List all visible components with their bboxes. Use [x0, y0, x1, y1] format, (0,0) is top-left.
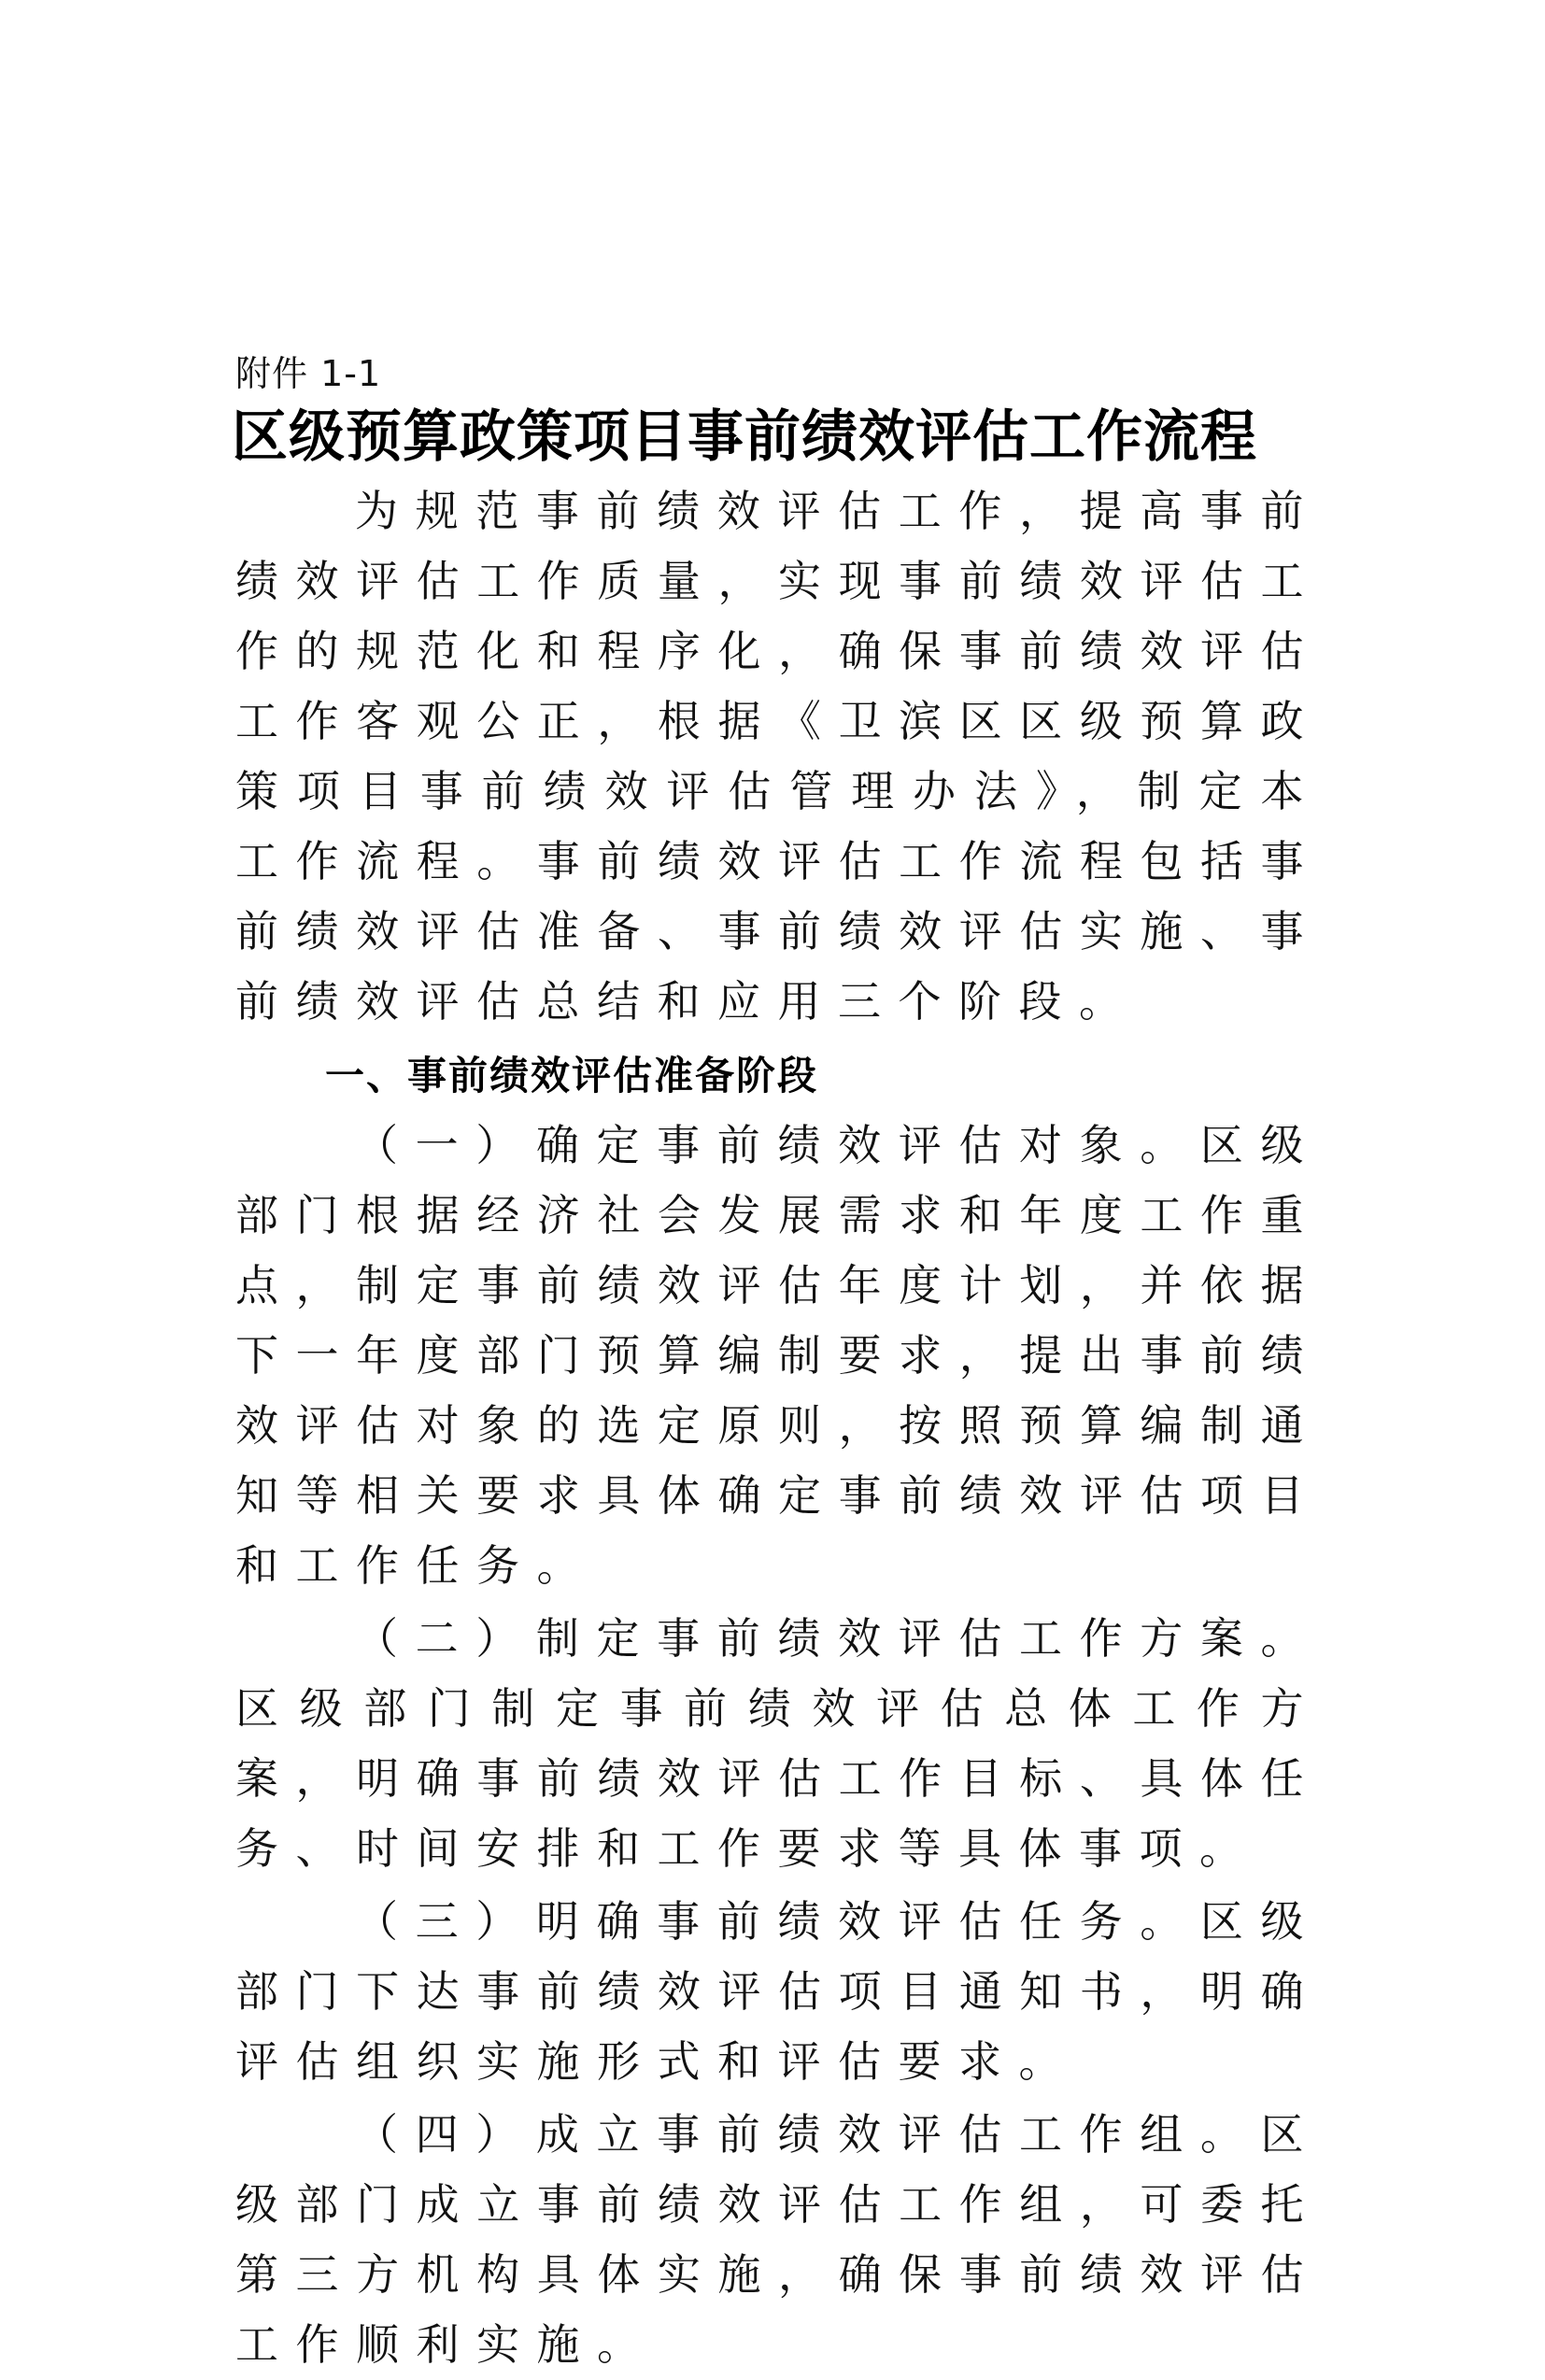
item-formulate-work-plan: （二）制定事前绩效评估工作方案。区级部门制定事前绩效评估总体工作方案，明确事前绩效评估工作目标、具体任务、时间安排和工作要求等具体事项。 — [235, 1613, 1321, 1874]
document-page — [232, 353, 1321, 2380]
item-establish-working-group: （四）成立事前绩效评估工作组。区级部门成立事前绩效评估工作组，可委托第三方机构具体实施，确保事前绩效评估工作顺利实施。 — [235, 2109, 1321, 2370]
section-heading: 一、事前绩效评估准备阶段 — [325, 1053, 819, 1098]
item-determine-evaluation-object: （一）确定事前绩效评估对象。区级部门根据经济社会发展需求和年度工作重点，制定事前绩效评估年度计划，并依据下一年度部门预算编制要求，提出事前绩效评估对象的选定原则，按照预算编制通知等相关要求具体确定事前绩效评估项目和工作任务。 — [235, 1120, 1321, 1591]
intro-paragraph: 为规范事前绩效评估工作，提高事前绩效评估工作质量，实现事前绩效评估工作的规范化和程序化，确保事前绩效评估工作客观公正，根据《卫滨区区级预算政策项目事前绩效评估管理办法》，制定本工作流程。事前绩效评估工作流程包括事前绩效评估准备、事前绩效评估实施、事前绩效评估总结和应用三个阶段。 — [235, 486, 1321, 1027]
attachment-label: 附件 1-1 — [235, 353, 382, 394]
document-title: 区级预算政策项目事前绩效评估工作流程 — [232, 404, 1257, 470]
section-preparation-stage — [235, 1041, 1321, 2380]
item-clarify-evaluation-task: （三）明确事前绩效评估任务。区级部门下达事前绩效评估项目通知书，明确评估组织实施形式和评估要求。 — [235, 1896, 1321, 2087]
